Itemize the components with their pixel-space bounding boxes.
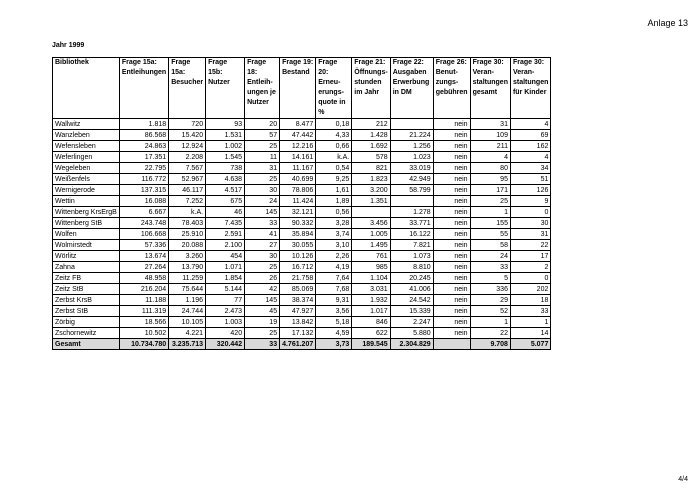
table-cell: 1.278 bbox=[390, 207, 433, 218]
table-cell: 1,89 bbox=[316, 196, 352, 207]
table-cell: 24 bbox=[470, 251, 510, 262]
table-cell: 10.105 bbox=[169, 317, 206, 328]
table-cell: 21.224 bbox=[390, 130, 433, 141]
table-cell: 33 bbox=[245, 218, 280, 229]
table-cell: 13.842 bbox=[280, 317, 316, 328]
table-cell: 22 bbox=[510, 240, 550, 251]
table-cell: 4.638 bbox=[206, 174, 245, 185]
table-cell: 21.758 bbox=[280, 273, 316, 284]
table-cell: 34 bbox=[510, 163, 550, 174]
table-row bbox=[53, 174, 551, 185]
table-cell: nein bbox=[433, 141, 470, 152]
table-cell: nein bbox=[433, 295, 470, 306]
table-cell: 1.823 bbox=[352, 174, 390, 185]
table-cell: 720 bbox=[169, 119, 206, 130]
table-cell: 4.761.207 bbox=[280, 339, 316, 350]
table-cell: 162 bbox=[510, 141, 550, 152]
table-cell: 24.744 bbox=[169, 306, 206, 317]
table-cell: 1.196 bbox=[169, 295, 206, 306]
table-cell: 1.017 bbox=[352, 306, 390, 317]
year-heading: Jahr 1999 bbox=[52, 42, 85, 49]
table-cell: 7.435 bbox=[206, 218, 245, 229]
col-header-entleihungen: Frage 15a: Entleihungen bbox=[119, 58, 168, 119]
table-cell: 578 bbox=[352, 152, 390, 163]
table-cell: 33.771 bbox=[390, 218, 433, 229]
table-cell: nein bbox=[433, 328, 470, 339]
table-cell: 46.117 bbox=[169, 185, 206, 196]
table-cell: 4,33 bbox=[316, 130, 352, 141]
table-cell: 1.818 bbox=[119, 119, 168, 130]
table-cell: nein bbox=[433, 196, 470, 207]
table-row bbox=[53, 196, 551, 207]
table-cell: 19 bbox=[245, 317, 280, 328]
table-cell: 0 bbox=[510, 207, 550, 218]
table-cell: k.A. bbox=[169, 207, 206, 218]
table-cell: 145 bbox=[245, 207, 280, 218]
table-cell: 821 bbox=[352, 163, 390, 174]
library-name-cell: Gesamt bbox=[53, 339, 120, 350]
table-cell: 1.428 bbox=[352, 130, 390, 141]
table-cell: 24.863 bbox=[119, 141, 168, 152]
table-cell: 0 bbox=[510, 273, 550, 284]
table-cell: 86.568 bbox=[119, 130, 168, 141]
table-cell: 11.167 bbox=[280, 163, 316, 174]
table-cell: 116.772 bbox=[119, 174, 168, 185]
table-cell: 3.235.713 bbox=[169, 339, 206, 350]
table-cell: 10.734.780 bbox=[119, 339, 168, 350]
table-cell: nein bbox=[433, 163, 470, 174]
table-cell: 5 bbox=[470, 273, 510, 284]
table-cell: 3.200 bbox=[352, 185, 390, 196]
col-header-ausgaben-erwerbung: Frage 22: Ausgaben Erwerbung in DM bbox=[390, 58, 433, 119]
table-cell: 41.006 bbox=[390, 284, 433, 295]
table-cell: 26 bbox=[245, 273, 280, 284]
library-name-cell: Zerbst KrsB bbox=[53, 295, 120, 306]
table-cell: 5.880 bbox=[390, 328, 433, 339]
library-name-cell: Wittenberg StB bbox=[53, 218, 120, 229]
table-cell: 31 bbox=[245, 163, 280, 174]
table-cell: 16.122 bbox=[390, 229, 433, 240]
table-cell: 31 bbox=[470, 119, 510, 130]
table-row bbox=[53, 152, 551, 163]
table-row bbox=[53, 306, 551, 317]
table-cell: nein bbox=[433, 130, 470, 141]
table-cell: 18.566 bbox=[119, 317, 168, 328]
table-row bbox=[53, 295, 551, 306]
library-name-cell: Wanzleben bbox=[53, 130, 120, 141]
table-cell: 30 bbox=[510, 218, 550, 229]
table-cell: 15.420 bbox=[169, 130, 206, 141]
table-cell: nein bbox=[433, 174, 470, 185]
table-cell bbox=[390, 196, 433, 207]
table-cell: 1.351 bbox=[352, 196, 390, 207]
table-cell: 3,73 bbox=[316, 339, 352, 350]
col-header-besucher: Frage 15a: Besucher bbox=[169, 58, 206, 119]
annex-label: Anlage 13 bbox=[647, 18, 688, 28]
table-cell: 675 bbox=[206, 196, 245, 207]
table-cell: 2.247 bbox=[390, 317, 433, 328]
table-cell: 25 bbox=[245, 141, 280, 152]
table-cell: 31 bbox=[510, 229, 550, 240]
table-cell: 85.069 bbox=[280, 284, 316, 295]
library-name-cell: Wernigerode bbox=[53, 185, 120, 196]
table-cell: 40.699 bbox=[280, 174, 316, 185]
table-cell: 4,59 bbox=[316, 328, 352, 339]
col-header-veranstaltungen-gesamt: Frage 30: Veran-staltungen gesamt bbox=[470, 58, 510, 119]
table-cell: 22.795 bbox=[119, 163, 168, 174]
table-cell: 4 bbox=[510, 152, 550, 163]
table-cell: 20.088 bbox=[169, 240, 206, 251]
table-cell: 111.319 bbox=[119, 306, 168, 317]
table-cell: 1.002 bbox=[206, 141, 245, 152]
table-cell: 7.567 bbox=[169, 163, 206, 174]
table-cell: nein bbox=[433, 185, 470, 196]
library-name-cell: Zschornewitz bbox=[53, 328, 120, 339]
table-cell: nein bbox=[433, 306, 470, 317]
library-statistics-table bbox=[52, 57, 551, 350]
table-cell: 3.031 bbox=[352, 284, 390, 295]
table-cell: 12.924 bbox=[169, 141, 206, 152]
table-cell: 33 bbox=[245, 339, 280, 350]
table-cell: 1.545 bbox=[206, 152, 245, 163]
table-cell: 2.304.829 bbox=[390, 339, 433, 350]
table-cell: 57.336 bbox=[119, 240, 168, 251]
table-cell: 2 bbox=[510, 262, 550, 273]
table-cell: 5.144 bbox=[206, 284, 245, 295]
table-cell: 155 bbox=[470, 218, 510, 229]
table-row bbox=[53, 141, 551, 152]
library-name-cell: Wallwitz bbox=[53, 119, 120, 130]
table-cell: 10.502 bbox=[119, 328, 168, 339]
table-cell: 0,54 bbox=[316, 163, 352, 174]
table-cell: 14.161 bbox=[280, 152, 316, 163]
table-cell: 212 bbox=[352, 119, 390, 130]
library-name-cell: Wefensleben bbox=[53, 141, 120, 152]
library-name-cell: Zeitz FB bbox=[53, 273, 120, 284]
table-cell: 52 bbox=[470, 306, 510, 317]
table-cell: 29 bbox=[470, 295, 510, 306]
library-name-cell: Weferlingen bbox=[53, 152, 120, 163]
table-cell bbox=[433, 339, 470, 350]
table-cell: 57 bbox=[245, 130, 280, 141]
col-header-bibliothek: Bibliothek bbox=[53, 58, 120, 119]
table-cell: 6.667 bbox=[119, 207, 168, 218]
table-cell: 7.252 bbox=[169, 196, 206, 207]
col-header-bestand: Frage 19: Bestand bbox=[280, 58, 316, 119]
table-cell: 1 bbox=[510, 317, 550, 328]
table-cell: 42 bbox=[245, 284, 280, 295]
table-cell: 33 bbox=[510, 306, 550, 317]
table-cell bbox=[390, 119, 433, 130]
table-cell: 1.256 bbox=[390, 141, 433, 152]
table-cell: 2.473 bbox=[206, 306, 245, 317]
table-cell: 1.495 bbox=[352, 240, 390, 251]
table-row bbox=[53, 218, 551, 229]
table-cell: 77 bbox=[206, 295, 245, 306]
table-cell: 11.188 bbox=[119, 295, 168, 306]
table-cell: 2.208 bbox=[169, 152, 206, 163]
table-cell: 1.531 bbox=[206, 130, 245, 141]
table-cell: nein bbox=[433, 207, 470, 218]
table-row bbox=[53, 273, 551, 284]
table-cell: 3.456 bbox=[352, 218, 390, 229]
table-cell: 14 bbox=[510, 328, 550, 339]
table-cell: 1.854 bbox=[206, 273, 245, 284]
table-cell: 58.799 bbox=[390, 185, 433, 196]
library-name-cell: Zeitz StB bbox=[53, 284, 120, 295]
table-cell: 78.806 bbox=[280, 185, 316, 196]
table-cell: nein bbox=[433, 317, 470, 328]
table-cell: 35.894 bbox=[280, 229, 316, 240]
table-cell: nein bbox=[433, 240, 470, 251]
table-cell: nein bbox=[433, 262, 470, 273]
table-cell: 9,25 bbox=[316, 174, 352, 185]
table-cell: 137.315 bbox=[119, 185, 168, 196]
table-cell: 1.071 bbox=[206, 262, 245, 273]
table-cell: 25 bbox=[245, 328, 280, 339]
table-cell: 11.259 bbox=[169, 273, 206, 284]
table-cell: 95 bbox=[470, 174, 510, 185]
table-cell: 1 bbox=[470, 207, 510, 218]
table-body bbox=[53, 119, 551, 350]
table-cell: nein bbox=[433, 152, 470, 163]
table-cell: 69 bbox=[510, 130, 550, 141]
table-row bbox=[53, 119, 551, 130]
table-cell: 24.542 bbox=[390, 295, 433, 306]
table-cell: 47.442 bbox=[280, 130, 316, 141]
table-cell: 25 bbox=[245, 174, 280, 185]
table-cell: 189.545 bbox=[352, 339, 390, 350]
table-row bbox=[53, 185, 551, 196]
table-cell: 7,64 bbox=[316, 273, 352, 284]
table-cell: 13.790 bbox=[169, 262, 206, 273]
library-name-cell: Wolmirstedt bbox=[53, 240, 120, 251]
table-cell: 171 bbox=[470, 185, 510, 196]
col-header-nutzer: Frage 15b: Nutzer bbox=[206, 58, 245, 119]
col-header-erneuerungsquote: Frage 20: Erneu-erungs-quote in % bbox=[316, 58, 352, 119]
table-row bbox=[53, 207, 551, 218]
table-cell: nein bbox=[433, 251, 470, 262]
library-name-cell: Zörbig bbox=[53, 317, 120, 328]
page-number: 4/4 bbox=[678, 476, 688, 483]
table-row bbox=[53, 251, 551, 262]
table-cell: 2,26 bbox=[316, 251, 352, 262]
table-cell: 1.073 bbox=[390, 251, 433, 262]
table-cell: 25 bbox=[245, 262, 280, 273]
library-name-cell: Zerbst StB bbox=[53, 306, 120, 317]
table-cell: 4.221 bbox=[169, 328, 206, 339]
table-cell: 45 bbox=[245, 306, 280, 317]
col-header-oeffnungsstunden: Frage 21: Öffnungs-stunden im Jahr bbox=[352, 58, 390, 119]
table-cell: 16.088 bbox=[119, 196, 168, 207]
table-cell: 106.668 bbox=[119, 229, 168, 240]
table-cell: 12.216 bbox=[280, 141, 316, 152]
table-cell: 24 bbox=[245, 196, 280, 207]
table-row bbox=[53, 328, 551, 339]
table-cell: 454 bbox=[206, 251, 245, 262]
table-cell: 58 bbox=[470, 240, 510, 251]
table-cell: 42.949 bbox=[390, 174, 433, 185]
table-cell: 216.204 bbox=[119, 284, 168, 295]
table-cell: 243.748 bbox=[119, 218, 168, 229]
table-header-row bbox=[53, 58, 551, 119]
table-cell: 17 bbox=[510, 251, 550, 262]
table-cell: 7.821 bbox=[390, 240, 433, 251]
table-cell: 1.104 bbox=[352, 273, 390, 284]
table-cell: 1.005 bbox=[352, 229, 390, 240]
table-cell: 41 bbox=[245, 229, 280, 240]
table-cell: 11 bbox=[245, 152, 280, 163]
table-cell: 5,18 bbox=[316, 317, 352, 328]
table-cell: 32.121 bbox=[280, 207, 316, 218]
table-cell: 13.674 bbox=[119, 251, 168, 262]
table-cell: 738 bbox=[206, 163, 245, 174]
table-cell: 145 bbox=[245, 295, 280, 306]
table-cell: 55 bbox=[470, 229, 510, 240]
table-cell: 93 bbox=[206, 119, 245, 130]
table-cell: 9 bbox=[510, 196, 550, 207]
table-cell: 0,18 bbox=[316, 119, 352, 130]
table-cell: 761 bbox=[352, 251, 390, 262]
table-row bbox=[53, 284, 551, 295]
table-cell: 33.019 bbox=[390, 163, 433, 174]
table-cell: 9,31 bbox=[316, 295, 352, 306]
table-cell: 320.442 bbox=[206, 339, 245, 350]
table-cell: 3,28 bbox=[316, 218, 352, 229]
table-cell: k.A. bbox=[316, 152, 352, 163]
table-row bbox=[53, 163, 551, 174]
table-cell: 8.477 bbox=[280, 119, 316, 130]
library-name-cell: Wegeleben bbox=[53, 163, 120, 174]
table-cell: 75.644 bbox=[169, 284, 206, 295]
table-cell: nein bbox=[433, 119, 470, 130]
table-cell: 16.712 bbox=[280, 262, 316, 273]
table-row bbox=[53, 240, 551, 251]
table-cell: 8.810 bbox=[390, 262, 433, 273]
table-cell: 78.403 bbox=[169, 218, 206, 229]
library-name-cell: Wolfen bbox=[53, 229, 120, 240]
table-cell: 30 bbox=[245, 185, 280, 196]
total-row bbox=[53, 339, 551, 350]
table-cell: 80 bbox=[470, 163, 510, 174]
table-cell: 1.692 bbox=[352, 141, 390, 152]
table-cell: 2.591 bbox=[206, 229, 245, 240]
table-cell: 27.264 bbox=[119, 262, 168, 273]
table-cell: 1.003 bbox=[206, 317, 245, 328]
table-cell: nein bbox=[433, 273, 470, 284]
table-cell: 47.927 bbox=[280, 306, 316, 317]
table-cell: 126 bbox=[510, 185, 550, 196]
col-header-veranstaltungen-kinder: Frage 30: Veran-staltungen für Kinder bbox=[510, 58, 550, 119]
table-cell: 211 bbox=[470, 141, 510, 152]
table-cell: 0,56 bbox=[316, 207, 352, 218]
table-cell: 109 bbox=[470, 130, 510, 141]
col-header-benutzungsgebuehren: Frage 26: Benut-zungs-gebühren bbox=[433, 58, 470, 119]
table-cell: 420 bbox=[206, 328, 245, 339]
table-cell: nein bbox=[433, 284, 470, 295]
table-cell: 9.708 bbox=[470, 339, 510, 350]
table-cell: 3,56 bbox=[316, 306, 352, 317]
table-cell: 46 bbox=[206, 207, 245, 218]
table-cell: 202 bbox=[510, 284, 550, 295]
table-row bbox=[53, 229, 551, 240]
table-cell: 985 bbox=[352, 262, 390, 273]
table-cell: 20.245 bbox=[390, 273, 433, 284]
table-cell: 48.958 bbox=[119, 273, 168, 284]
table-cell: 1 bbox=[470, 317, 510, 328]
table-cell: nein bbox=[433, 229, 470, 240]
table-cell: 27 bbox=[245, 240, 280, 251]
table-cell: 22 bbox=[470, 328, 510, 339]
table-cell: 0,66 bbox=[316, 141, 352, 152]
table-cell: 7,68 bbox=[316, 284, 352, 295]
table-row bbox=[53, 262, 551, 273]
table-cell: 38.374 bbox=[280, 295, 316, 306]
table-cell: 336 bbox=[470, 284, 510, 295]
table-cell: 51 bbox=[510, 174, 550, 185]
library-name-cell: Weißenfels bbox=[53, 174, 120, 185]
table-cell: 25 bbox=[470, 196, 510, 207]
table-cell: 1,61 bbox=[316, 185, 352, 196]
table-cell: 846 bbox=[352, 317, 390, 328]
table-cell: 30 bbox=[245, 251, 280, 262]
table-cell: 17.132 bbox=[280, 328, 316, 339]
table-cell: 3.260 bbox=[169, 251, 206, 262]
table-cell bbox=[352, 207, 390, 218]
table-cell: 3,10 bbox=[316, 240, 352, 251]
table-cell: 15.339 bbox=[390, 306, 433, 317]
table-cell: 11.424 bbox=[280, 196, 316, 207]
table-cell: 4.517 bbox=[206, 185, 245, 196]
table-cell: 17.351 bbox=[119, 152, 168, 163]
table-cell: 4,19 bbox=[316, 262, 352, 273]
table-cell: 3,74 bbox=[316, 229, 352, 240]
table-cell: 90.332 bbox=[280, 218, 316, 229]
table-cell: nein bbox=[433, 218, 470, 229]
table-cell: 25.910 bbox=[169, 229, 206, 240]
table-cell: 20 bbox=[245, 119, 280, 130]
table-cell: 2.100 bbox=[206, 240, 245, 251]
table-cell: 5.077 bbox=[510, 339, 550, 350]
table-cell: 18 bbox=[510, 295, 550, 306]
table-cell: 1.023 bbox=[390, 152, 433, 163]
table-cell: 4 bbox=[470, 152, 510, 163]
table-row bbox=[53, 130, 551, 141]
table-cell: 10.126 bbox=[280, 251, 316, 262]
table-cell: 4 bbox=[510, 119, 550, 130]
table-cell: 30.055 bbox=[280, 240, 316, 251]
table-row bbox=[53, 317, 551, 328]
library-name-cell: Wettin bbox=[53, 196, 120, 207]
library-name-cell: Zahna bbox=[53, 262, 120, 273]
library-name-cell: Wittenberg KrsErgB bbox=[53, 207, 120, 218]
library-name-cell: Wörlitz bbox=[53, 251, 120, 262]
table-cell: 33 bbox=[470, 262, 510, 273]
col-header-entleihungen-je-nutzer: Frage 18: Entleih-ungen je Nutzer bbox=[245, 58, 280, 119]
table-cell: 1.932 bbox=[352, 295, 390, 306]
table-cell: 622 bbox=[352, 328, 390, 339]
table-cell: 52.967 bbox=[169, 174, 206, 185]
